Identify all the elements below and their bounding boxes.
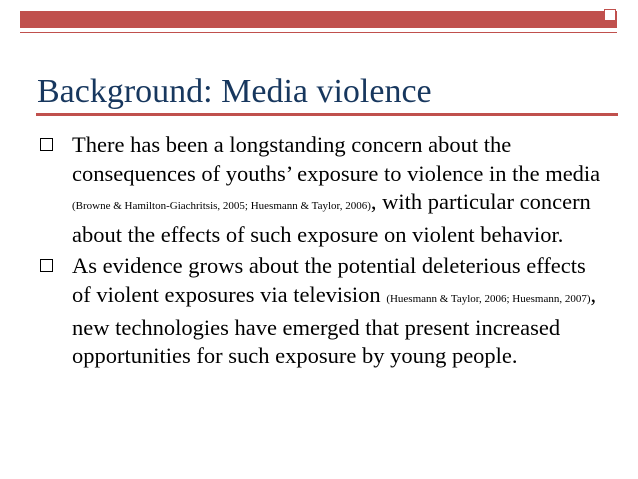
bullet-text-continued: , with particular concern about the effects of such exposure on violent behavior. xyxy=(72,189,591,247)
bullet-list xyxy=(40,131,610,371)
bullet-text-continued: , new technologies have emerged that present increased opportunities for such exposure by young people. xyxy=(72,281,597,369)
header-rule xyxy=(20,32,617,33)
bullet-text: As evidence grows about the potential deleterious effects of violent exposures via television xyxy=(72,253,586,307)
corner-square-icon xyxy=(604,9,616,21)
bullet-item xyxy=(40,131,610,249)
hollow-square-bullet-icon xyxy=(40,259,53,272)
hollow-square-bullet-icon xyxy=(40,138,53,151)
citation: (Huesmann & Taylor, 2006; Huesmann, 2007) xyxy=(386,292,591,305)
header-band xyxy=(20,11,617,28)
title-underline xyxy=(36,113,618,116)
bullet-text: There has been a longstanding concern about the consequences of youths’ exposure to violence in the media xyxy=(72,132,601,186)
bullet-item xyxy=(40,252,610,370)
citation: (Browne & Hamilton-Giachritsis, 2005; Huesmann & Taylor, 2006) xyxy=(72,200,371,213)
slide-title: Background: Media violence xyxy=(37,73,432,110)
